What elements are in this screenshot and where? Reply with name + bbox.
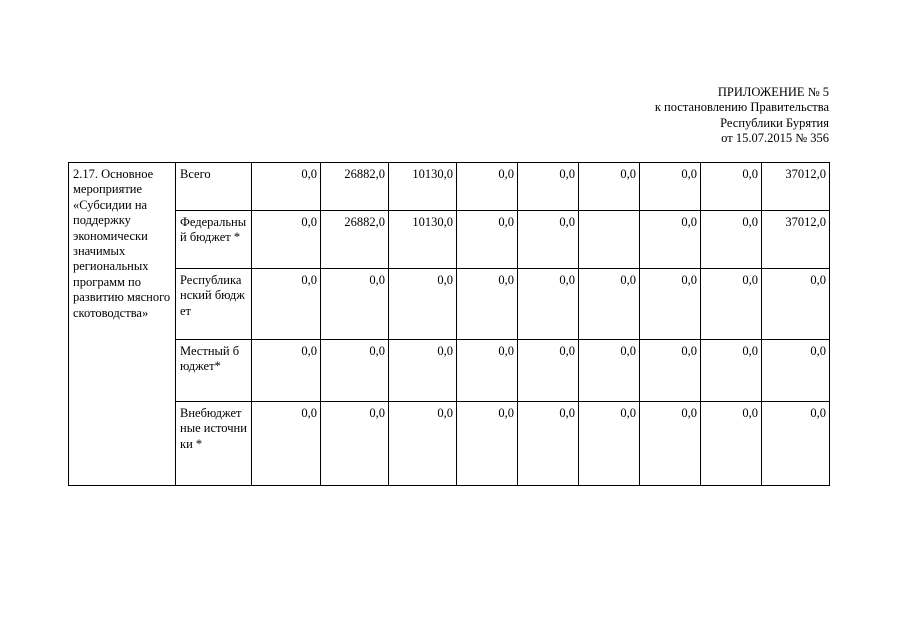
value-cell: 0,0 [518,340,579,402]
value-cell: 0,0 [579,340,640,402]
value-cell: 0,0 [701,163,762,211]
funding-source: Республиканский бюджет [176,269,252,340]
appendix-header [655,85,829,147]
funding-source: Внебюджетные источники * [176,402,252,486]
funding-source: Местный бюджет* [176,340,252,402]
value-cell: 0,0 [457,269,518,340]
value-cell: 37012,0 [762,211,830,269]
value-cell: 0,0 [518,163,579,211]
table-row-total [69,163,830,211]
value-cell: 26882,0 [321,211,389,269]
value-cell: 0,0 [321,402,389,486]
value-cell: 0,0 [762,340,830,402]
funding-source: Всего [176,163,252,211]
value-cell: 0,0 [640,402,701,486]
value-cell: 0,0 [701,402,762,486]
value-cell: 0,0 [640,211,701,269]
value-cell: 37012,0 [762,163,830,211]
value-cell: 0,0 [518,211,579,269]
value-cell: 0,0 [321,340,389,402]
appendix-date-line: от 15.07.2015 № 356 [721,131,829,146]
value-cell: 26882,0 [321,163,389,211]
value-cell: 0,0 [640,340,701,402]
value-cell: 10130,0 [389,163,457,211]
value-cell: 0,0 [701,269,762,340]
value-cell: 0,0 [252,269,321,340]
value-cell: 0,0 [321,269,389,340]
value-cell: 0,0 [252,211,321,269]
appendix-title: ПРИЛОЖЕНИЕ № 5 [717,85,829,99]
table-row-extrabudgetary [69,402,830,486]
funding-source: Федеральный бюджет * [176,211,252,269]
value-cell: 0,0 [252,402,321,486]
value-cell: 0,0 [389,402,457,486]
value-cell: 0,0 [701,340,762,402]
value-cell: 0,0 [701,211,762,269]
value-cell: 0,0 [518,402,579,486]
event-description: 2.17. Основное мероприятие «Субсидии на поддержку экономически значимых региональных программ по развитию мясного скотоводства» [69,163,176,486]
value-cell: 0,0 [389,269,457,340]
value-cell: 0,0 [579,163,640,211]
value-cell: 0,0 [457,402,518,486]
table-row-federal [69,211,830,269]
value-cell: 0,0 [457,163,518,211]
table-row-local [69,340,830,402]
value-cell: 0,0 [640,269,701,340]
value-cell: 0,0 [457,340,518,402]
value-cell: 0,0 [252,163,321,211]
appendix-decree-line: к постановлению Правительства [654,100,829,115]
value-cell: 0,0 [457,211,518,269]
appendix-republic-line: Республики Бурятия [720,115,829,130]
funding-table [68,162,830,486]
value-cell: 0,0 [518,269,579,340]
value-cell: 0,0 [762,269,830,340]
value-cell: 0,0 [640,163,701,211]
table-row-republic [69,269,830,340]
value-cell: 0,0 [579,402,640,486]
value-cell: 0,0 [389,340,457,402]
value-cell: 0,0 [252,340,321,402]
value-cell: 0,0 [762,402,830,486]
value-cell [579,211,640,269]
value-cell: 0,0 [579,269,640,340]
value-cell: 10130,0 [389,211,457,269]
